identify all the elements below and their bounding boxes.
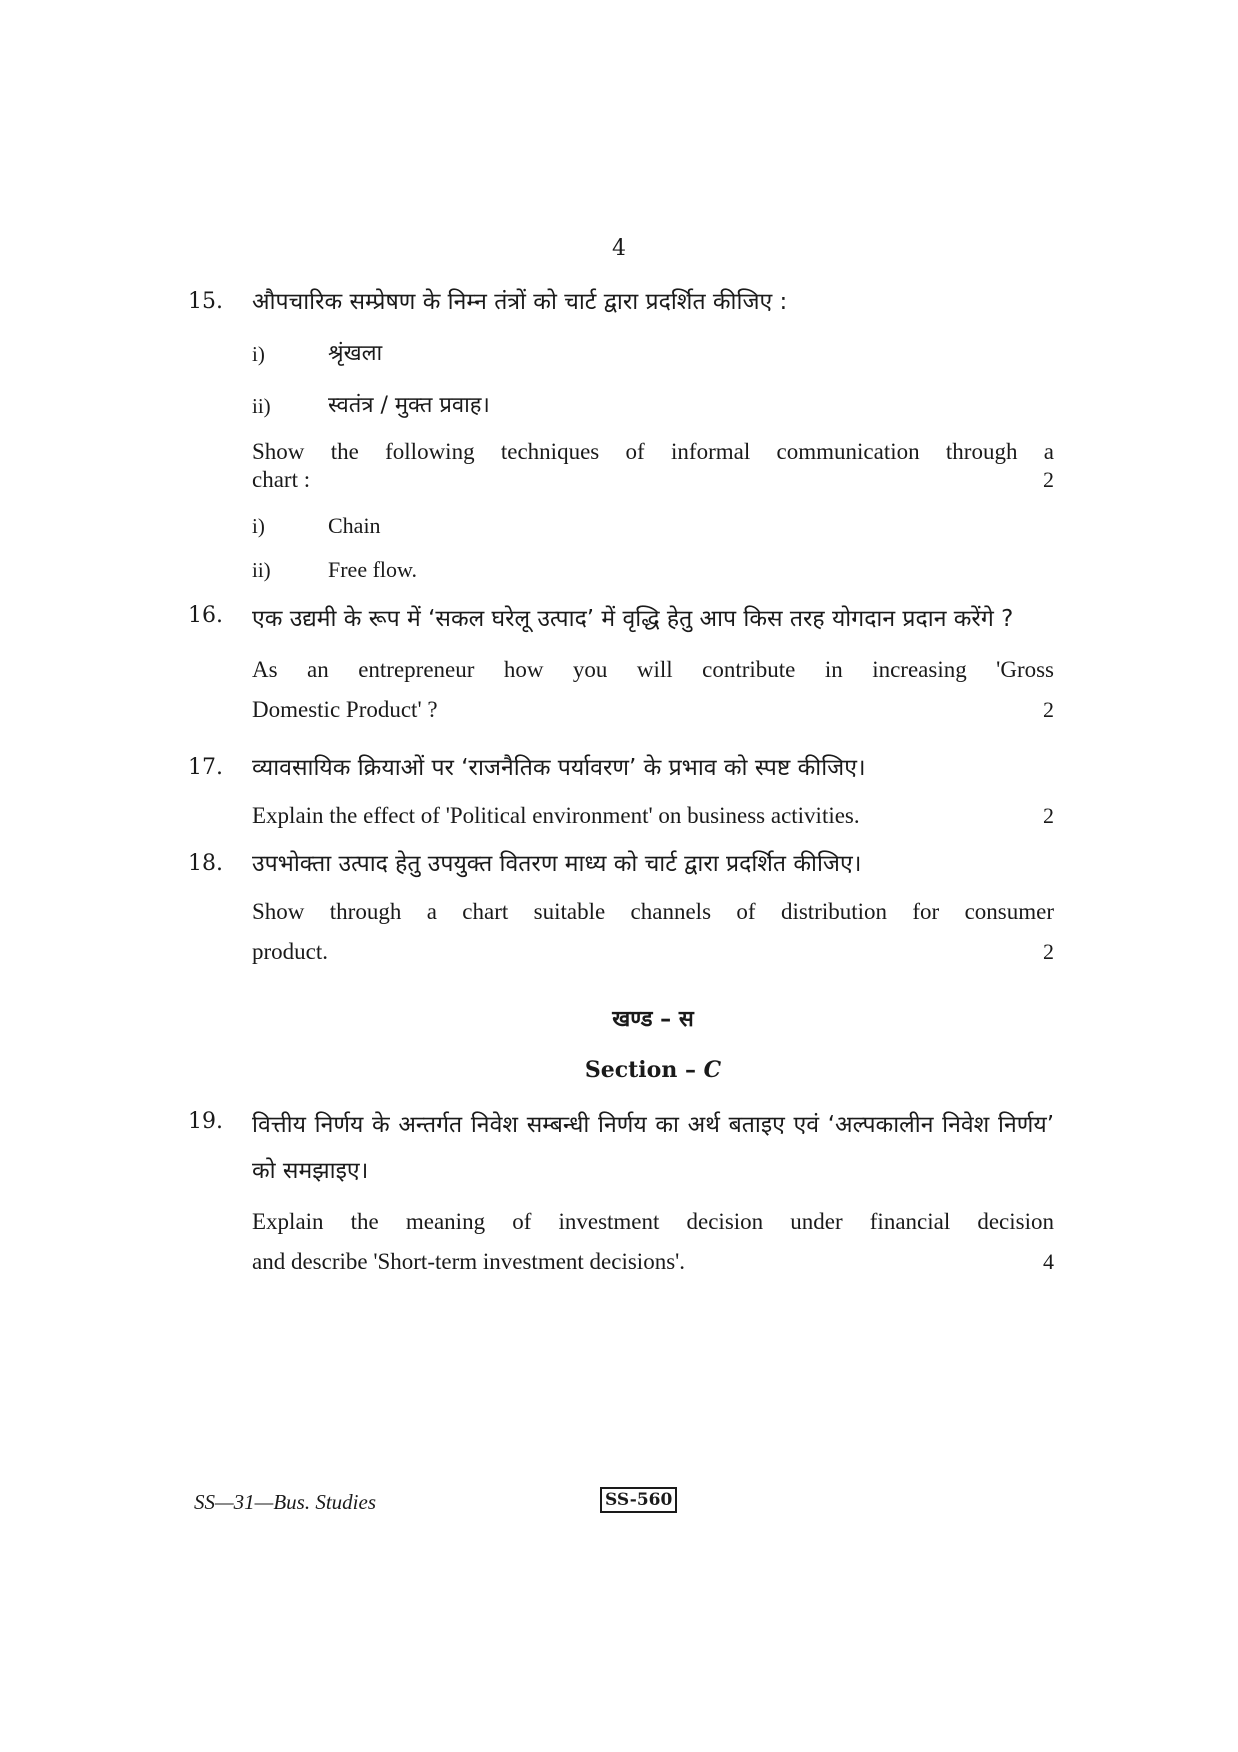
question-hindi-text: उपभोक्ता उत्पाद हेतु उपयुक्त वितरण माध्य को चार्ट द्वारा प्रदर्शित कीजिए।: [252, 851, 862, 877]
section-letter: C: [703, 1057, 722, 1083]
question-15: [188, 282, 1054, 590]
question-english-text: [252, 1202, 1054, 1282]
subitem-label: i): [252, 514, 265, 538]
question-hindi-text: व्यावसायिक क्रियाओं पर ‘राजनैतिक पर्यावरण’ के प्रभाव को स्पष्ट कीजिए।: [252, 755, 866, 781]
marks: 4: [1043, 1249, 1054, 1274]
question-english-text: [252, 892, 1054, 972]
english-subitem: [252, 550, 1054, 590]
section-heading: [188, 1000, 1054, 1090]
subitem-text: श्रृंखला: [328, 341, 383, 366]
question-19: [188, 1102, 1054, 1282]
english-line-with-marks: [252, 466, 1054, 494]
question-english-text: [252, 650, 1054, 730]
question-16: [188, 596, 1054, 730]
english-line-with-marks: [252, 690, 1054, 730]
english-line: Explain the meaning of investment decision under financial decision: [252, 1209, 1054, 1234]
question-hindi-text: एक उद्यमी के रूप में ‘सकल घरेलू उत्पाद’ में वृद्धि हेतु आप किस तरह योगदान प्रदान करेंगे ?: [252, 606, 1014, 632]
page-number: 4: [612, 236, 626, 261]
question-number: 19.: [188, 1109, 223, 1134]
question-hindi-text: वित्तीय निर्णय के अन्तर्गत निवेश सम्बन्धी निर्णय का अर्थ बताइए एवं ‘अल्पकालीन निवेश निर्णय’ को समझाइए।: [252, 1112, 1054, 1184]
marks: 2: [1043, 467, 1054, 492]
subitem-text: Free flow.: [328, 557, 417, 582]
english-line: Domestic Product' ?: [252, 697, 438, 722]
question-number: 15.: [188, 289, 223, 314]
english-line: Show through a chart suitable channels of distribution for consumer: [252, 899, 1054, 924]
hindi-subitem: [252, 334, 1054, 374]
english-line: As an entrepreneur how you will contribute in increasing 'Gross: [252, 657, 1054, 682]
question-hindi-text: औपचारिक सम्प्रेषण के निम्न तंत्रों को चार्ट द्वारा प्रदर्शित कीजिए :: [252, 289, 788, 315]
question-english-text: [252, 438, 1054, 494]
question-number: 16.: [188, 603, 223, 628]
subitem-label: ii): [252, 394, 271, 418]
english-line: chart :: [252, 467, 311, 492]
english-line: product.: [252, 939, 329, 964]
footer-subject: SS—31—Bus. Studies: [194, 1490, 377, 1514]
question-17: [188, 748, 1054, 836]
english-line: and describe 'Short-term investment decisions'.: [252, 1249, 686, 1274]
english-line-with-marks: [252, 1242, 1054, 1282]
english-line: Show the following techniques of informal communication through a: [252, 439, 1054, 464]
english-line-with-marks: [252, 932, 1054, 972]
subitem-label: i): [252, 342, 265, 366]
section-title-english: [252, 1050, 1054, 1090]
section-prefix: Section –: [584, 1057, 704, 1083]
footer-paper-code: SS-560: [600, 1487, 677, 1513]
subitem-text: स्वतंत्र / मुक्त प्रवाह।: [328, 393, 490, 418]
english-line: Explain the effect of 'Political environment' on business activities.: [252, 803, 860, 828]
question-list: [188, 282, 1054, 1282]
question-number: 18.: [188, 851, 223, 876]
hindi-subitem: [252, 386, 1054, 426]
question-18: [188, 844, 1054, 972]
subitem-label: ii): [252, 558, 271, 582]
marks: 2: [1043, 697, 1054, 722]
english-subitem: [252, 506, 1054, 546]
section-title-hindi: खण्ड – स: [612, 1007, 694, 1032]
marks: 2: [1043, 939, 1054, 964]
english-line-with-marks: [252, 796, 1054, 836]
marks: 2: [1043, 803, 1054, 828]
question-number: 17.: [188, 755, 223, 780]
subitem-text: Chain: [328, 513, 381, 538]
